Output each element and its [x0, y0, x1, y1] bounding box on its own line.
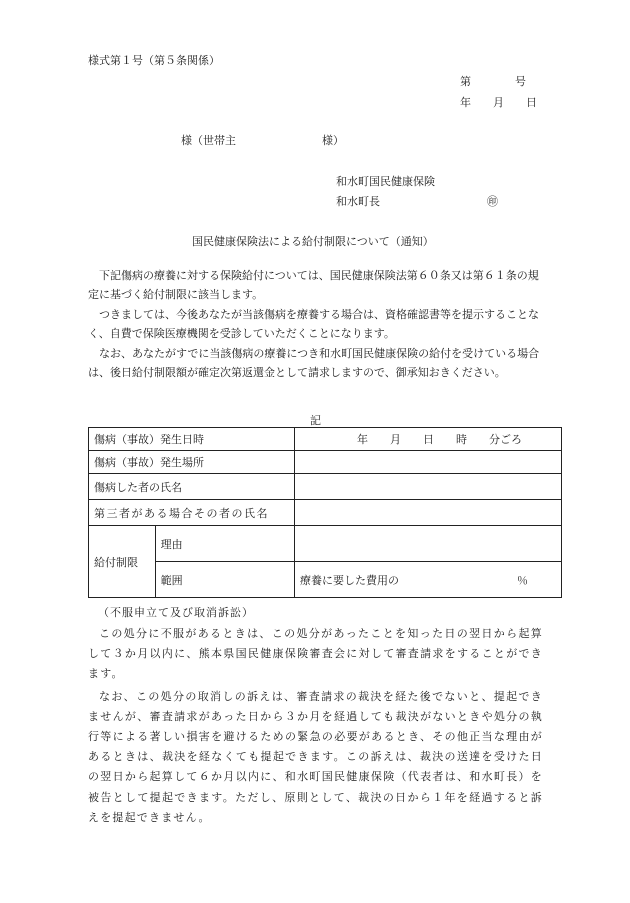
occurrence-place-value	[295, 451, 562, 474]
occurrence-place-label: 傷病（事故）発生場所	[89, 451, 295, 474]
occurrence-datetime-value: 年 月 日 時 分ごろ	[295, 428, 562, 451]
document-title: 国民健康保険法による給付制限について（通知）	[192, 235, 434, 248]
scope-value: 療養に要した費用の	[300, 573, 399, 587]
reason-label: 理由	[155, 526, 294, 562]
table-row	[89, 526, 562, 562]
injured-name-value	[295, 474, 562, 500]
third-party-name-label: 第三者がある場合その者の氏名	[89, 500, 295, 526]
addressee-label: 様（世帯主	[181, 134, 236, 147]
appeal-body	[88, 624, 543, 828]
ki-heading: 記	[310, 414, 321, 427]
table-row	[89, 500, 562, 526]
seal-mark: ㊞	[487, 195, 498, 208]
document-number: 第 号	[460, 75, 526, 88]
scope-value-cell	[295, 562, 562, 598]
benefit-restriction-label: 給付制限	[89, 526, 156, 598]
table-row	[89, 428, 562, 451]
body-paragraph-1: 下記傷病の療養に対する保険給付については、国民健康保険法第６０条又は第６１条の規定に基づく給付制限に該当します。	[88, 269, 539, 302]
sender-org: 和水町国民健康保険	[336, 175, 435, 188]
document-date: 年 月 日	[460, 96, 537, 109]
table-row	[89, 562, 562, 598]
body-paragraph-3: なお、あなたがすでに当該傷病の療養につき和水町国民健康保険の給付を受けている場合は、後日給付制限額が確定次第返還金として請求しますので、御承知おきください。	[88, 346, 540, 380]
appeal-paragraph-1: この処分に不服があるときは、この処分があったことを知った日の翌日から起算して３か月以内に、熊本県国民健康保険審査会に対して審査請求をすることができます。	[88, 627, 543, 681]
injured-name-label: 傷病した者の氏名	[89, 474, 295, 500]
body-paragraph-2: つきましては、今後あなたが当該傷病を療養する場合は、資格確認書等を提示することなく、自費で保険医療機関を受診していただくことになります。	[88, 307, 539, 341]
appeal-paragraph-2: なお、この処分の取消しの訴えは、審査請求の裁決を経た後でないと、提起できませんが、審査請求があった日から３か月を経過しても裁決がないときや処分の執行等による著しい損害を避けるための緊急の必要があるとき、その他正当な理由があるときは、裁決を経なくても提起できます。この訴えは、裁決の送達を受けた日の翌日から起算して６か月以内に、和水町国民健康保険（代表者は、和水町長）を被告として提起できます。ただし、原則として、裁決の日から１年を経過すると訴えを提起できません。	[88, 689, 543, 824]
form-number: 様式第１号（第５条関係）	[88, 54, 220, 67]
reason-value	[295, 526, 562, 562]
occurrence-datetime-label: 傷病（事故）発生日時	[89, 428, 295, 451]
table-row	[89, 451, 562, 474]
percent-sign: ％	[517, 573, 528, 587]
table-row	[89, 474, 562, 500]
appeal-heading: （不服申立て及び取消訴訟）	[98, 606, 254, 619]
third-party-name-value	[295, 500, 562, 526]
addressee-suffix: 様）	[322, 134, 344, 147]
scope-label: 範囲	[155, 562, 294, 598]
sender-title: 和水町長	[336, 195, 380, 208]
notice-body	[88, 266, 543, 382]
details-table	[88, 427, 562, 598]
